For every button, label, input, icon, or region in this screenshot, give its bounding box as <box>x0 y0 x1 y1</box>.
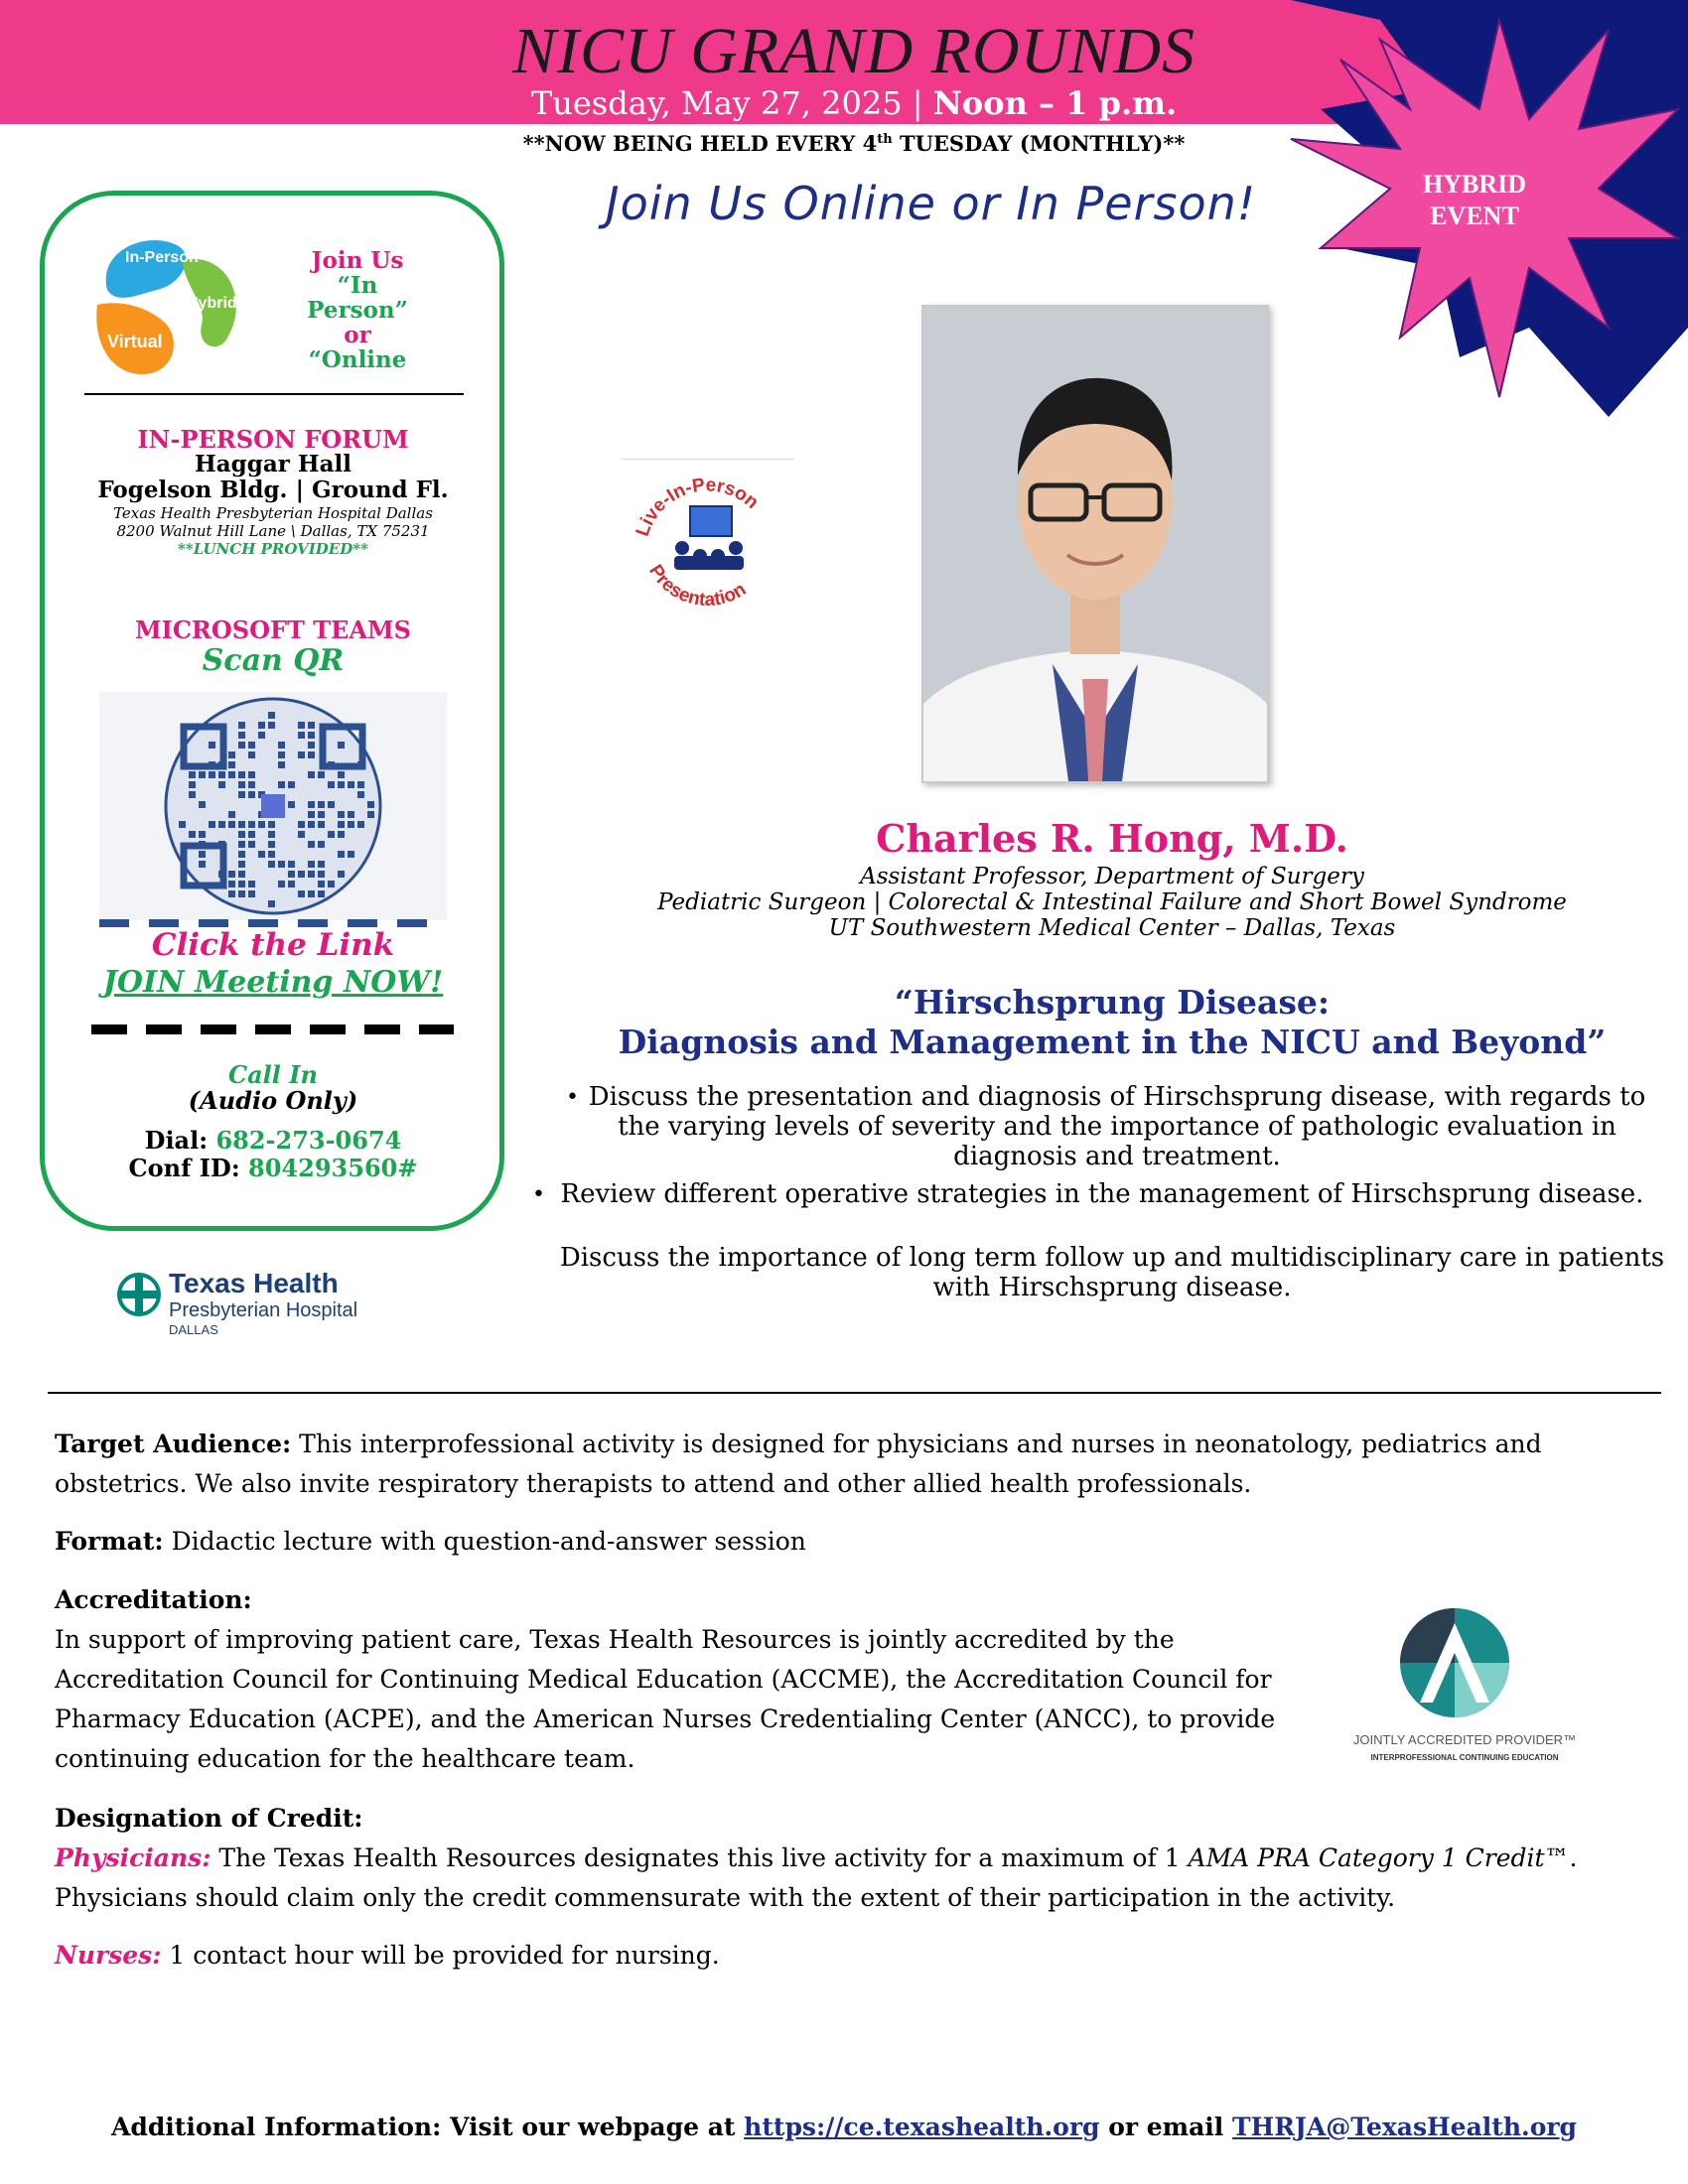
join-us-text: Join Us “In Person” or “Online <box>307 247 408 373</box>
forum-address: 8200 Walnut Hill Lane \ Dallas, TX 75231 <box>116 522 430 540</box>
panel-divider <box>84 393 464 395</box>
teams-icon <box>261 794 285 818</box>
dial-number: Dial: 682-273-0674 <box>144 1126 402 1155</box>
svg-text:Texas Health: Texas Health <box>169 1268 339 1298</box>
website-link[interactable]: https://ce.texashealth.org <box>744 2113 1100 2141</box>
speaker-institution: UT Southwestern Medical Center – Dallas, Texas <box>828 915 1396 941</box>
speaker-portrait-graphic <box>923 307 1267 781</box>
accreditation-text: In support of improving patient care, Texas Health Resources is jointly accredited by the Accreditation Council for Continuing Medical Education (ACCME), the Accreditation Council for Pharmacy Education (ACPE), and the American Nurses Credentialing Center (ANCC), to provide continuing education for the healthcare team. <box>55 1625 1276 1773</box>
bullet-icon: • <box>532 1182 545 1207</box>
forum-title: IN-PERSON FORUM <box>137 425 409 454</box>
objective-2: Review different operative strategies in the management of Hirschsprung disease. <box>560 1179 1644 1209</box>
talk-title-line1: “Hirschsprung Disease: <box>894 983 1331 1022</box>
join-online-heading: Join Us Online or In Person! <box>606 177 1257 230</box>
talk-title-line2: Diagnosis and Management in the NICU and Beyond” <box>618 1023 1607 1061</box>
accreditation-heading: Accreditation: <box>55 1585 252 1614</box>
svg-text:DALLAS: DALLAS <box>169 1322 218 1337</box>
date-text: Tuesday, May 27, 2025 | <box>530 84 923 122</box>
objective-3: Discuss the importance of long term follow up and multidisciplinary care in patients with Hirschsprung disease. <box>559 1243 1665 1302</box>
texas-health-logo <box>117 1265 415 1344</box>
objective-1: Discuss the presentation and diagnosis of Hirschsprung disease, with regards to the varying levels of severity and the importance of pathologic evaluation in diagnosis and treatment. <box>588 1082 1646 1171</box>
live-in-person-badge <box>621 459 794 632</box>
speaker-name: Charles R. Hong, M.D. <box>876 816 1348 861</box>
teams-title: MICROSOFT TEAMS <box>135 615 411 644</box>
joint-accreditation-logo <box>1326 1603 1604 1767</box>
hybrid-format-logo <box>87 230 246 379</box>
svg-text:Presbyterian Hospital: Presbyterian Hospital <box>169 1299 358 1321</box>
forum-hospital: Texas Health Presbyterian Hospital Dallas <box>113 504 433 522</box>
scan-qr-label: Scan QR <box>202 643 345 678</box>
conference-id: Conf ID: 804293560# <box>128 1154 418 1182</box>
svg-text:In-Person: In-Person <box>125 249 199 266</box>
speaker-title: Assistant Professor, Department of Surgery <box>860 864 1364 889</box>
hybrid-event-label: HYBRID EVENT <box>1422 170 1526 230</box>
target-audience: Target Audience: This interprofessional activity is designed for physicians and nurses in neonatology, pediatrics and obstetrics. We also invite respiratory therapists to attend and other allied health professionals. <box>55 1430 1542 1498</box>
teams-qr-code[interactable] <box>99 692 447 920</box>
bullet-icon: • <box>566 1085 579 1110</box>
nurse-credit: Nurses: 1 contact hour will be provided for nursing. <box>55 1941 720 1970</box>
svg-text:JOINTLY ACCREDITED PROVIDER™: JOINTLY ACCREDITED PROVIDER™ <box>1352 1732 1577 1747</box>
forum-room: Haggar Hall <box>195 451 352 478</box>
speaker-photo <box>921 305 1269 783</box>
svg-text:INTERPROFESSIONAL CONTINUING E: INTERPROFESSIONAL CONTINUING EDUCATION <box>1370 1753 1559 1762</box>
footer-info: Additional Information: Visit our webpage at https://ce.texashealth.org or email THRJA@TexasHealth.org <box>110 2113 1578 2141</box>
call-in-label: Call In <box>228 1060 318 1089</box>
section-divider <box>48 1392 1661 1394</box>
dashed-divider-blue <box>99 919 447 927</box>
svg-text:Live-In-Person: Live-In-Person <box>632 475 763 540</box>
svg-text:Hybrid: Hybrid <box>187 295 237 312</box>
schedule-notice: **NOW BEING HELD EVERY 4th TUESDAY (MONTHLY)** <box>522 131 1186 156</box>
physician-credit: Physicians: The Texas Health Resources designates this live activity for a maximum of 1 AMA PRA Category 1 Credit™. Physicians should claim only the credit commensurate with the extent of their participation in the activity. <box>55 1843 1578 1912</box>
forum-building: Fogelson Bldg. | Ground Fl. <box>97 477 449 503</box>
event-title: NICU GRAND ROUNDS <box>512 15 1196 87</box>
audio-only-label: (Audio Only) <box>188 1086 358 1115</box>
format-info: Format: Didactic lecture with question-and-answer session <box>55 1527 806 1556</box>
lunch-note: **LUNCH PROVIDED** <box>178 540 368 558</box>
email-link[interactable]: THRJA@TexasHealth.org <box>1232 2113 1578 2141</box>
time-text: Noon – 1 p.m. <box>932 84 1178 122</box>
credit-heading: Designation of Credit: <box>55 1804 363 1833</box>
click-link-label: Click the Link <box>151 927 395 963</box>
speaker-specialty: Pediatric Surgeon | Colorectal & Intestinal Failure and Short Bowel Syndrome <box>657 889 1567 915</box>
svg-text:Virtual: Virtual <box>107 332 163 351</box>
svg-text:Presentation: Presentation <box>644 561 751 612</box>
dashed-divider-black <box>91 1024 454 1034</box>
join-meeting-link[interactable]: JOIN Meeting NOW! <box>102 965 444 1000</box>
